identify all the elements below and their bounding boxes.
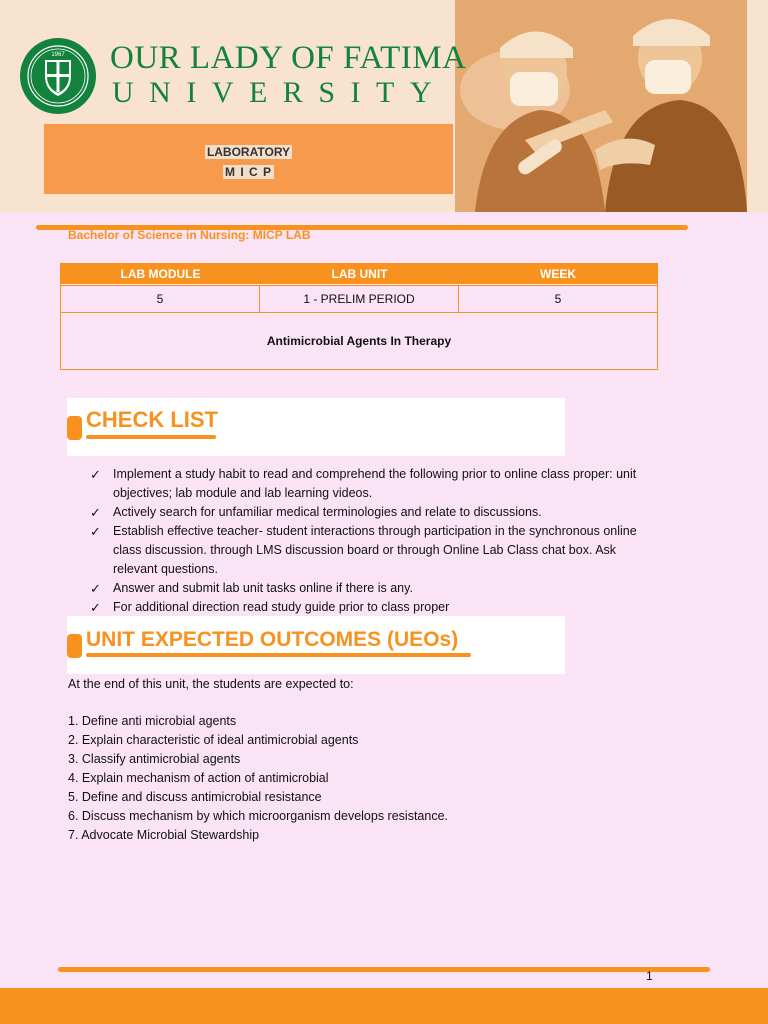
banner-tab <box>67 634 82 658</box>
checklist-text: For additional direction read study guide prior to class proper <box>113 600 450 614</box>
ueo-banner <box>67 616 565 674</box>
banner-tab <box>67 416 82 440</box>
checklist-title: CHECK LIST <box>86 407 218 432</box>
cell-lab-unit: 1 - PRELIM PERIOD <box>260 285 458 313</box>
university-name-line2: UNIVERSITY <box>112 76 447 109</box>
list-item: 3. Classify antimicrobial agents <box>68 752 241 766</box>
table-header-lab-module: LAB MODULE <box>61 264 260 284</box>
footer-bar <box>0 988 768 1024</box>
check-icon: ✓ <box>90 524 101 539</box>
ueo-title: UNIT EXPECTED OUTCOMES (UEOs) <box>86 628 459 651</box>
cell-lab-module: 5 <box>61 285 259 313</box>
ueo-list <box>68 712 448 845</box>
checklist-banner <box>67 398 565 456</box>
course-code: M I C P <box>224 165 272 179</box>
check-icon: ✓ <box>90 505 101 520</box>
list-item: 6. Discuss mechanism by which microorganism develops resistance. <box>68 809 449 823</box>
header-photo <box>455 0 747 212</box>
list-item: 2. Explain characteristic of ideal antimicrobial agents <box>68 733 359 747</box>
list-item <box>90 503 650 522</box>
list-item: 1. Define anti microbial agents <box>68 714 237 728</box>
laboratory-title-box <box>44 124 453 194</box>
list-item: 7. Advocate Microbial Stewardship <box>68 828 260 842</box>
table-header-lab-unit: LAB UNIT <box>260 264 459 284</box>
page-number: 1 <box>646 969 653 983</box>
ueo-intro: At the end of this unit, the students are expected to: <box>68 677 354 691</box>
list-item <box>90 579 650 598</box>
module-topic: Antimicrobial Agents In Therapy <box>61 312 657 370</box>
university-seal-logo <box>18 36 98 116</box>
table-header-week: WEEK <box>459 264 657 284</box>
cell-week: 5 <box>459 285 657 313</box>
university-name-line1: OUR LADY OF FATIMA <box>110 40 467 76</box>
banner-underline <box>86 653 471 657</box>
check-icon: ✓ <box>90 600 101 615</box>
footer-divider <box>58 967 710 972</box>
checklist <box>90 465 650 617</box>
check-icon: ✓ <box>90 467 101 482</box>
program-title: Bachelor of Science in Nursing: MICP LAB <box>68 228 311 242</box>
checklist-text: Establish effective teacher- student interactions through participation in the synchronous online class discussion. through LMS discussion board or through Online Lab Class chat box. Ask relevant questions. <box>113 524 637 576</box>
banner-underline <box>86 435 216 439</box>
seal-year: 1967 <box>51 52 65 58</box>
list-item: 5. Define and discuss antimicrobial resistance <box>68 790 322 804</box>
list-item <box>90 465 650 503</box>
laboratory-label: LABORATORY <box>206 145 291 159</box>
module-table <box>60 263 658 370</box>
list-item <box>90 522 650 579</box>
check-icon: ✓ <box>90 581 101 596</box>
checklist-text: Implement a study habit to read and comprehend the following prior to online class proper: unit objectives; lab module and lab learning videos. <box>113 467 637 500</box>
list-item: 4. Explain mechanism of action of antimicrobial <box>68 771 329 785</box>
checklist-text: Actively search for unfamiliar medical terminologies and relate to discussions. <box>113 505 542 519</box>
checklist-text: Answer and submit lab unit tasks online if there is any. <box>113 581 413 595</box>
list-item <box>90 598 650 617</box>
